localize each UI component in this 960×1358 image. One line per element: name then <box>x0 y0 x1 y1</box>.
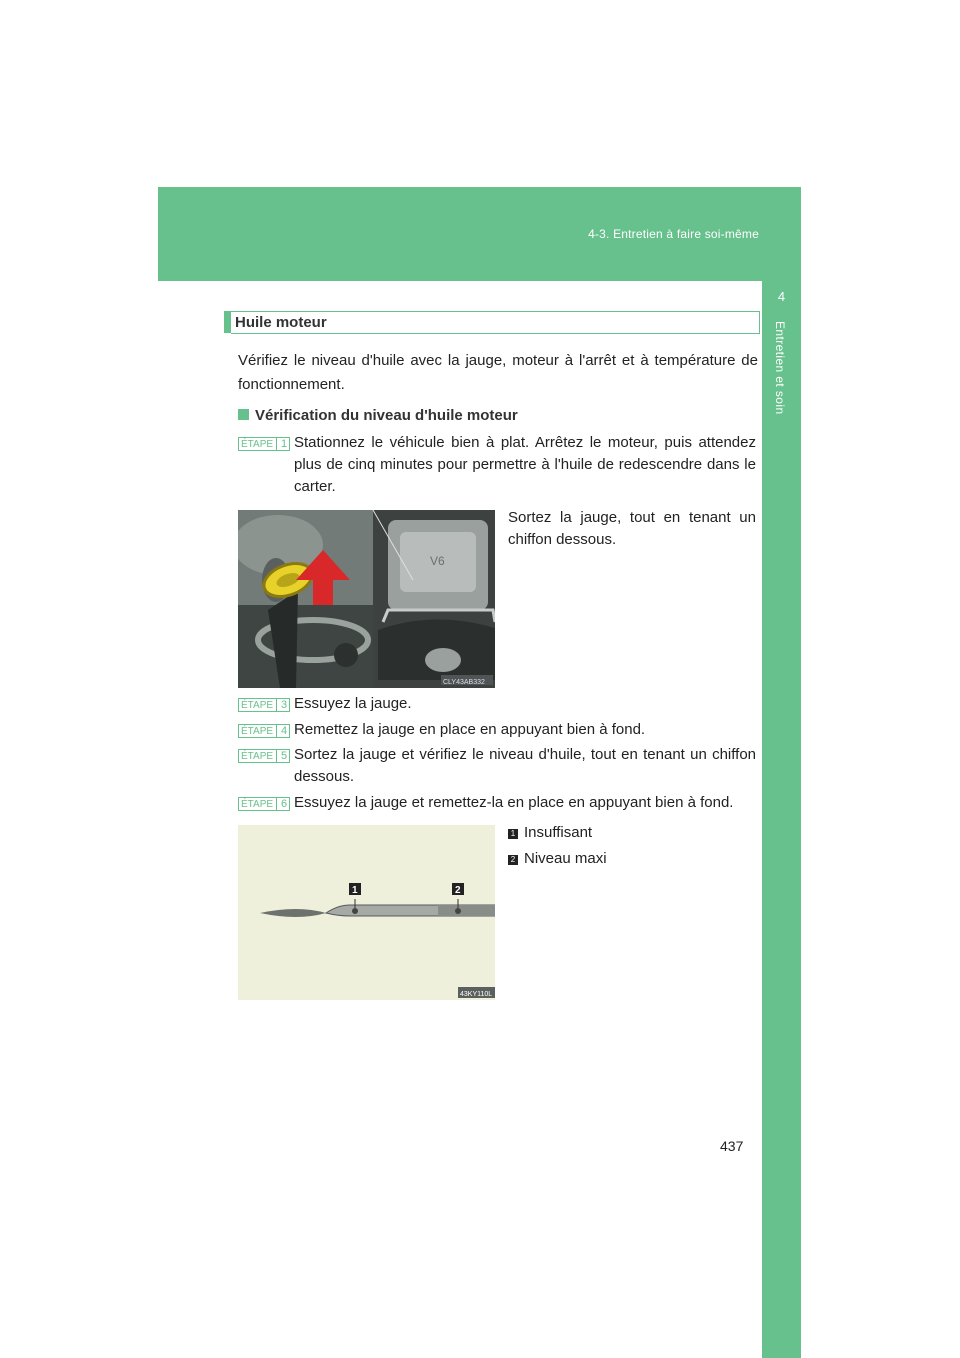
subheading <box>238 407 518 424</box>
subheading-text: Vérification du niveau d'huile moteur <box>255 407 518 424</box>
number-1-icon: 1 <box>508 829 518 839</box>
figure-code-2: 43KY110L <box>460 991 493 998</box>
step-text-2: Sortez la jauge, tout en tenant un chiffon dessous. <box>508 509 756 548</box>
step-badge-1: ÉTAPE 1 <box>238 437 290 451</box>
figure-code-1: CLY43AB332 <box>443 679 485 686</box>
chapter-label: Entretien et soin <box>773 321 787 415</box>
chapter-number: 4 <box>777 289 786 304</box>
section-title: Huile moteur <box>235 314 327 331</box>
svg-text:1: 1 <box>352 885 358 896</box>
chapter-side-tab <box>762 281 801 1358</box>
intro-paragraph: Vérifiez le niveau d'huile avec la jauge, moteur à l'arrêt et à température de fonctionnement. <box>238 352 758 393</box>
square-bullet-icon <box>238 409 249 420</box>
step-text-1: Stationnez le véhicule bien à plat. Arrêtez le moteur, puis attendez plus de cinq minutes pour permettre à l'huile de redescendre dans le carter. <box>294 434 756 495</box>
number-2-icon: 2 <box>508 855 518 865</box>
svg-text:V6: V6 <box>430 554 445 568</box>
step-badge-3: ÉTAPE 3 <box>238 698 290 712</box>
page-number: 437 <box>720 1138 744 1154</box>
step-text-5: Sortez la jauge et vérifiez le niveau d'huile, tout en tenant un chiffon dessous. <box>294 746 756 785</box>
step-text-6: Essuyez la jauge et remettez-la en place en appuyant bien à fond. <box>294 794 734 811</box>
step-text-3: Essuyez la jauge. <box>294 695 412 712</box>
svg-text:2: 2 <box>455 885 461 896</box>
section-title-box <box>224 311 760 333</box>
step-badge-4: ÉTAPE 4 <box>238 724 290 738</box>
chapter-header <box>158 187 801 281</box>
dipstick-illustration <box>238 825 495 1000</box>
engine-photo-illustration <box>238 510 495 688</box>
dipstick-diagram <box>238 825 495 1000</box>
step-text-4: Remettez la jauge en place en appuyant bien à fond. <box>294 721 646 738</box>
step-badge-5: ÉTAPE 5 <box>238 749 290 763</box>
chapter-section-title: 4-3. Entretien à faire soi-même <box>588 227 759 241</box>
step-badge-6: ÉTAPE 6 <box>238 797 290 811</box>
engine-dipstick-photo <box>238 510 495 688</box>
legend-item-2: 2 Niveau maxi <box>508 850 607 867</box>
legend-item-1: 1 Insuffisant <box>508 824 592 841</box>
